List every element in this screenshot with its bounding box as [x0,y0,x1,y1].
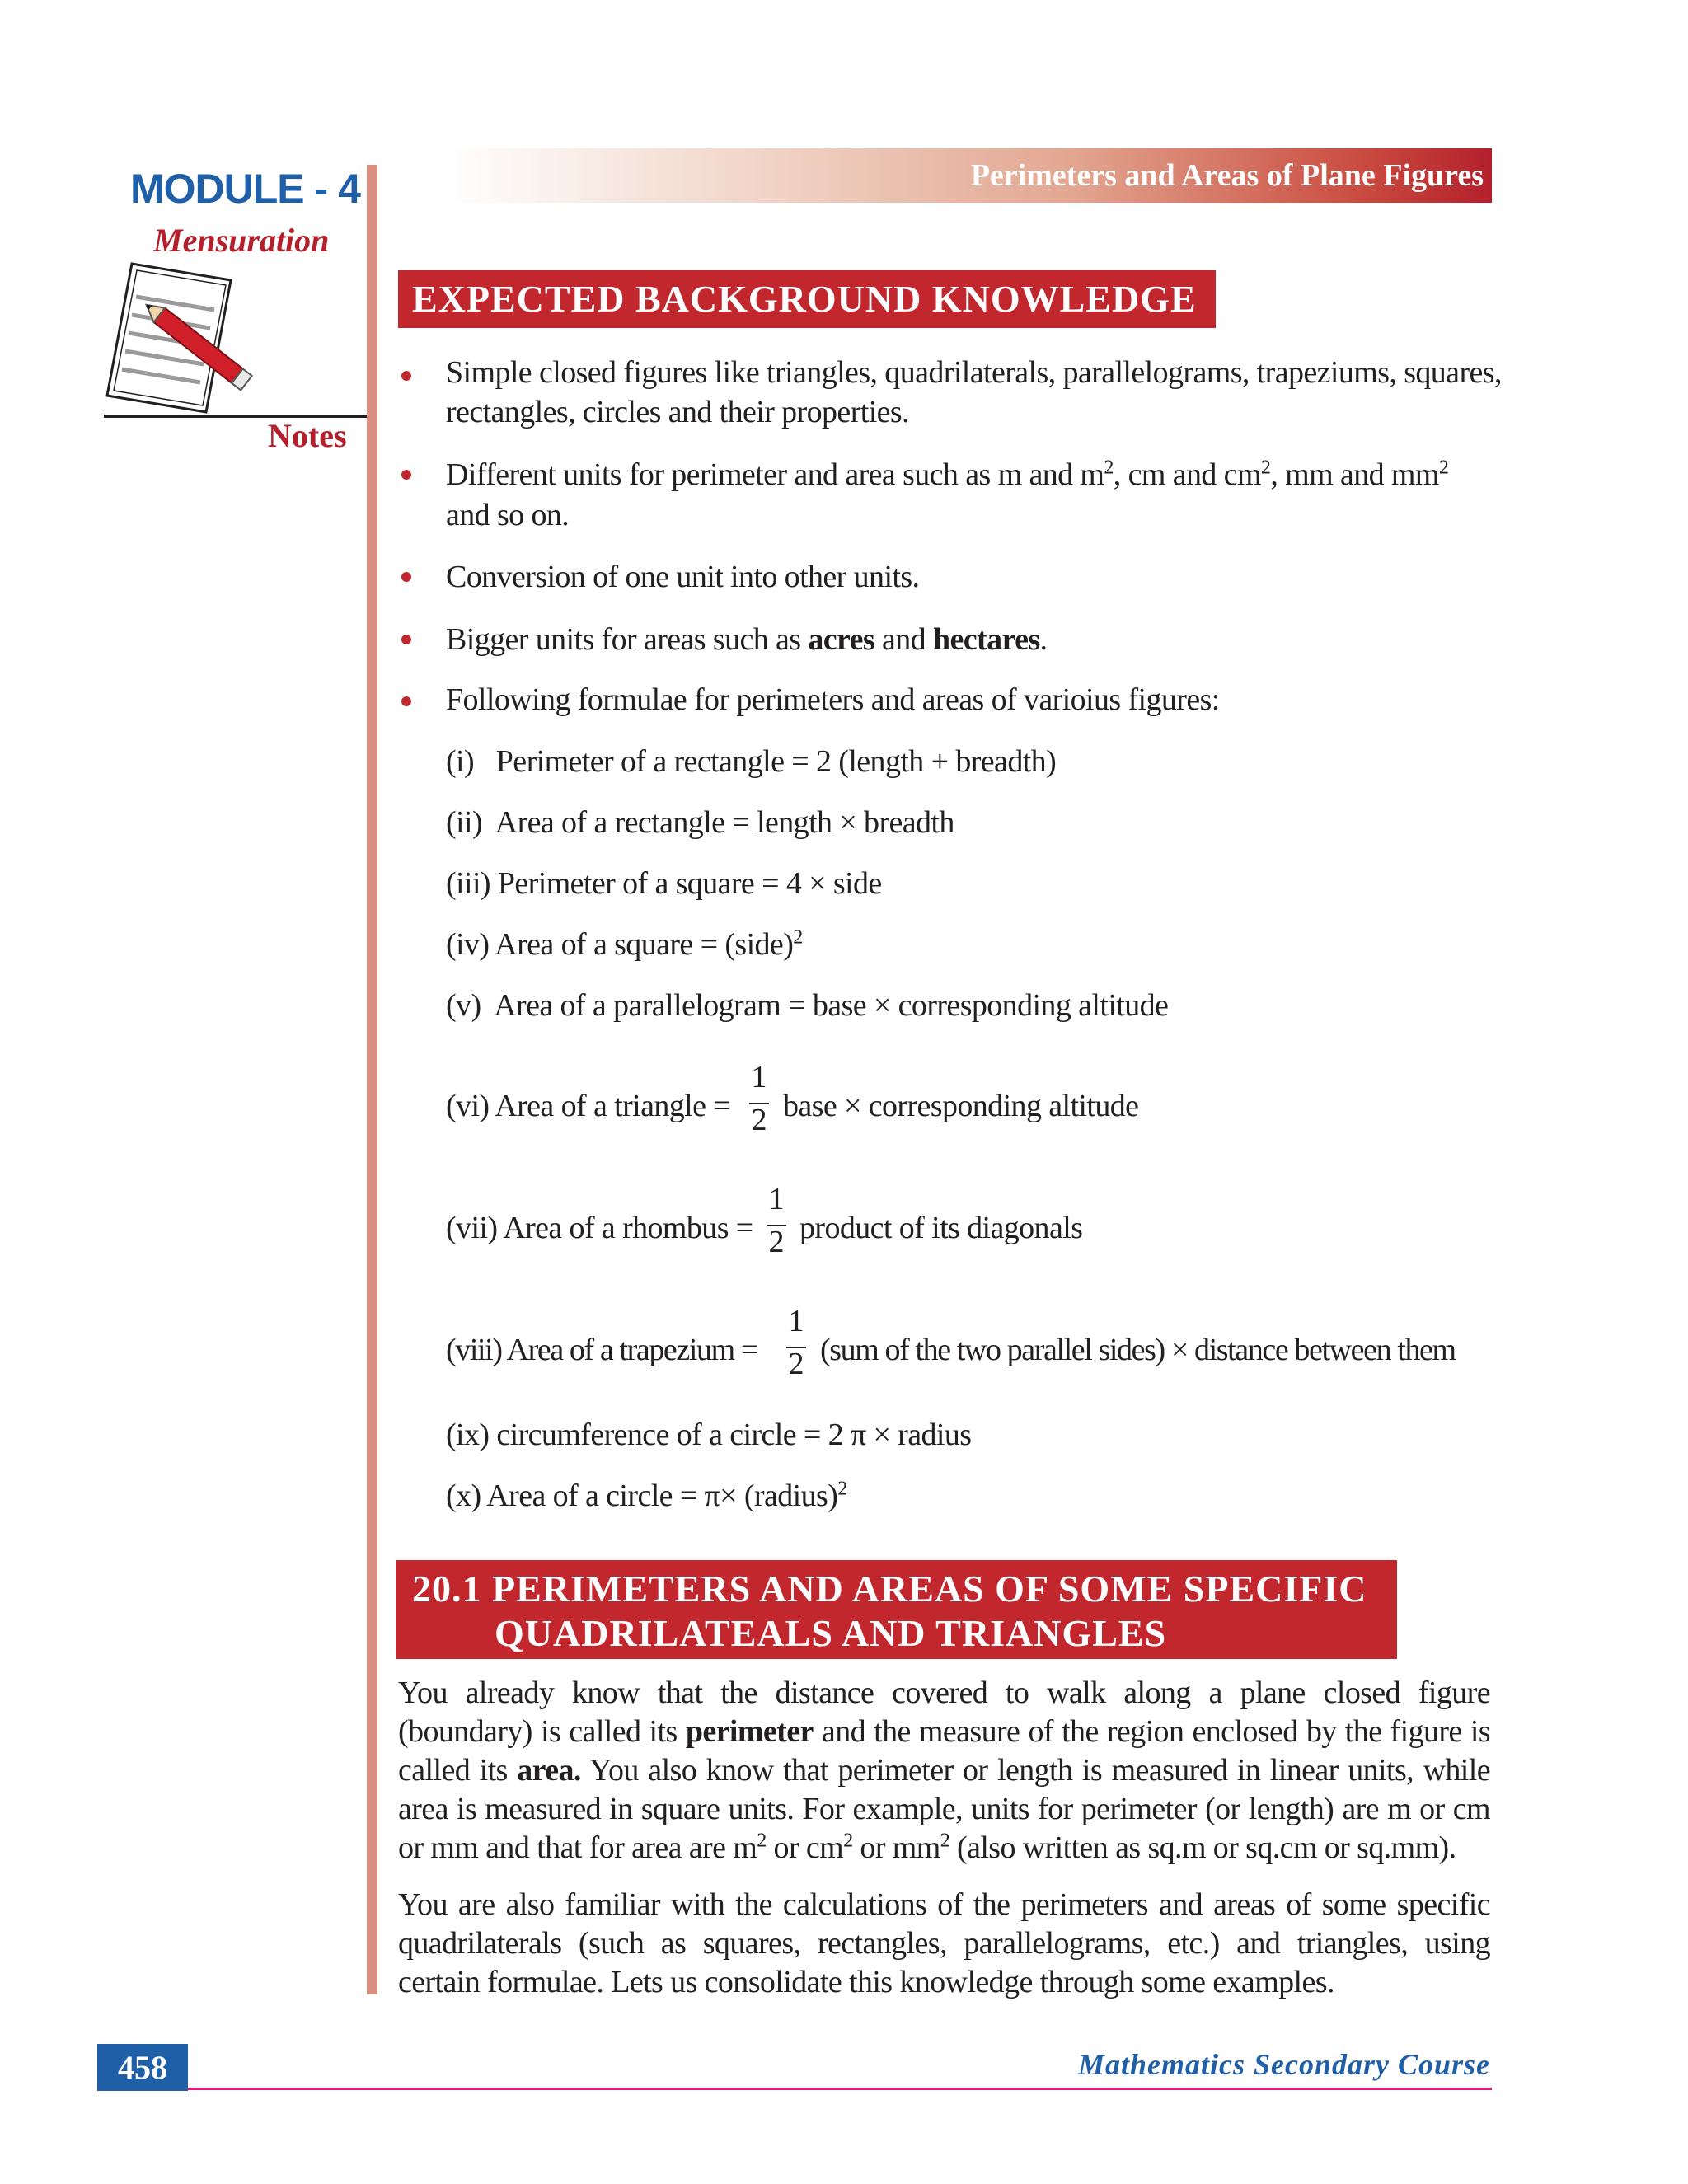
section-heading-line-1: 20.1 PERIMETERS AND AREAS OF SOME SPECIFIC [412,1568,1367,1610]
bullet-icon [401,635,411,644]
formula-ix: (ix) circumference of a circle = 2 π × radius [446,1418,972,1452]
module-title: MODULE - 4 [130,166,360,212]
bullet-1-line-2: rectangles, circles and their properties. [446,395,910,429]
formula-vi-rhs: base × corresponding altitude [783,1089,1139,1123]
formula-vii-rhs: product of its diagonals [799,1211,1083,1245]
bullet-2-line-2: and so on. [446,498,570,532]
fraction-numerator: 1 [768,1182,785,1216]
running-header-title: Perimeters and Areas of Plane Figures [970,158,1484,193]
ebk-heading: EXPECTED BACKGROUND KNOWLEDGE [398,270,1216,328]
formula-v: (v) Area of a parallelogram = base × corresponding altitude [446,988,1169,1023]
module-subject: Mensuration [153,222,330,259]
footer-rule [188,2088,1492,2090]
bullet-icon [401,371,411,381]
paragraph-1: You already know that the distance covered to walk along a plane closed figure (boundary) is called its perimeter and the measure of the region enclosed by the figure is called its area. You also know that perimeter or length is measured in linear units, while area is measured in square units. For example, units for perimeter (or length) are m or cm or mm and that for area are $m^2$ or $cm^2$ or $mm^2$ (also written as sq.m or sq.cm or sq.mm). [398,1675,1490,1865]
formula-x: (x) Area of a circle = π× (radius)$^2$ [446,1478,847,1513]
fraction-numerator: 1 [788,1304,804,1338]
page-number: 458 [97,2044,188,2091]
bullet-2-line-1: Different units for perimeter and area such as m and $m^2$, cm and $cm^2$, mm and $mm^2$ [446,457,1449,492]
fraction-numerator: 1 [751,1060,767,1094]
formula-iii: (iii) Perimeter of a square = 4 × side [446,866,882,901]
bullet-1-line-1: Simple closed figures like triangles, quadrilaterals, parallelograms, trapeziums, squares, [446,355,1502,390]
section-heading [396,1560,1397,1659]
bullet-icon [401,696,411,706]
formula-ii: (ii) Area of a rectangle = length × breadth [446,805,954,840]
bullet-4: Bigger units for areas such as acres and hectares. [446,622,1048,657]
notes-pencil-icon [99,255,280,424]
formula-vii-lhs: (vii) Area of a rhombus = [446,1211,753,1245]
formula-iv: (iv) Area of a square = (side)$^2$ [446,926,803,962]
formula-viii-lhs: (viii) Area of a trapezium = [446,1333,757,1367]
notes-label: Notes [268,417,347,454]
bullet-5: Following formulae for perimeters and areas of varioius figures: [446,682,1220,717]
paragraph-2: You are also familiar with the calculations of the perimeters and areas of some specific quadrilaterals (such as squares, rectangles, parallelograms, etc.) and triangles, using certain formulae. Lets us consolidate this knowledge through some examples. [398,1887,1490,1999]
margin-vertical-bar [367,165,377,1994]
fraction-denominator: 2 [768,1225,785,1259]
header-band [445,148,1492,203]
fraction-denominator: 2 [788,1347,804,1381]
footer-course: Mathematics Secondary Course [1077,2048,1490,2081]
formula-vi-lhs: (vi) Area of a triangle = [446,1089,731,1123]
formula-viii-rhs: (sum of the two parallel sides) × distance between them [820,1333,1456,1367]
bullet-3: Conversion of one unit into other units. [446,560,920,594]
bullet-icon [401,572,411,582]
section-heading-line-2: QUADRILATEALS AND TRIANGLES [495,1612,1167,1654]
bullet-icon [401,470,411,480]
formula-i: (i) Perimeter of a rectangle = 2 (length + breadth) [446,744,1057,779]
fraction-denominator: 2 [751,1103,767,1137]
